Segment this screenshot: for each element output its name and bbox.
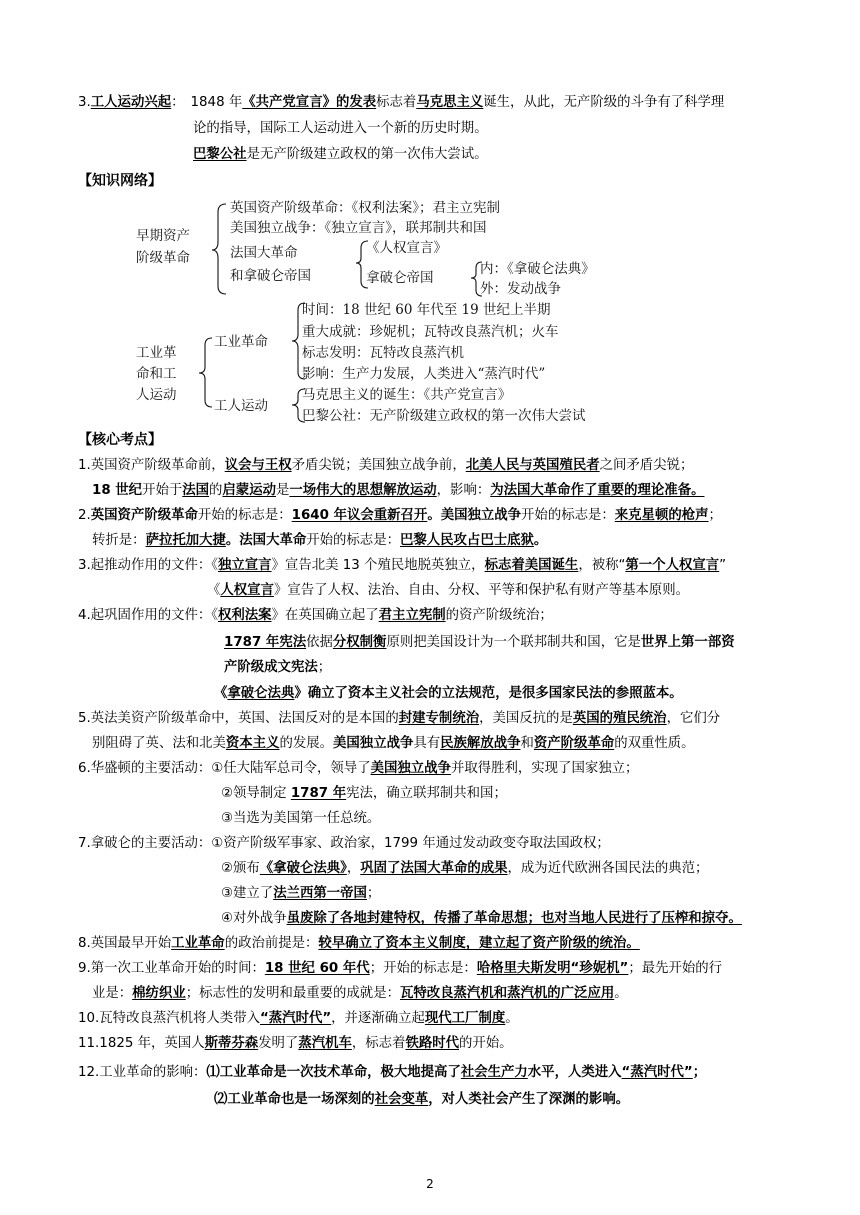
point-10: 10.瓦特改良蒸汽机将人类带入“蒸汽时代”，并逐渐确立起现代工厂制度。 bbox=[78, 1011, 519, 1026]
industrial-label-1: 工业革 bbox=[136, 345, 177, 361]
workers-movement-label: 工人运动 bbox=[214, 398, 268, 414]
point-7-line-1: 7.拿破仑的主要活动：①资产阶级军事家、政治家，1799 年通过发动政变夺取法国政权； bbox=[78, 836, 610, 851]
point-3-line-2: 《人权宣言》宣告了人权、法治、自由、分权、平等和保护私有财产等基本原则。 bbox=[207, 583, 690, 598]
ir-row-2: 重大成就：珍妮机；瓦特改良蒸汽机；火车 bbox=[302, 324, 559, 340]
point-1-line-1: 1.英国资产阶级革命前，议会与王权矛盾尖锐；美国独立战争前，北美人民与英国殖民者之间矛盾尖锐； bbox=[78, 458, 694, 473]
point-7-line-4: ④对外战争虽废除了各地封建特权，传播了革命思想；也对当地人民进行了压榨和掠夺。 bbox=[221, 911, 742, 926]
point-5-line-2: 别阻碍了英、法和北美资本主义的发展。美国独立战争具有民族解放战争和资产阶级革命的双重性质。 bbox=[92, 736, 695, 751]
point-12-line-1: 12.工业革命的影响：⑴工业革命是一次技术革命，极大地提高了社会生产力水平，人类进入“蒸汽时代”； bbox=[78, 1065, 707, 1080]
napoleon-brace bbox=[471, 262, 482, 296]
core-points-header: 【核心考点】 bbox=[78, 432, 162, 448]
point-8: 8.英国最早开始工业革命的政治前提是：较早确立了资本主义制度，建立起了资产阶级的统治。 bbox=[78, 936, 640, 951]
wm-brace bbox=[292, 389, 305, 422]
ir-row-4: 影响：生产力发展，人类进入“蒸汽时代” bbox=[302, 366, 546, 382]
early-label-1: 早期资产 bbox=[136, 228, 190, 244]
point-7-line-2: ②颁布《拿破仑法典》，巩固了法国大革命的成果，成为近代欧洲各国民法的典范； bbox=[221, 861, 709, 876]
point-5-line-1: 5.英法美资产阶级革命中，英国、法国反对的是本国的封建专制统治，美国反抗的是英国的殖民统治，它们分 bbox=[78, 711, 721, 726]
industrial-label-3: 人运动 bbox=[136, 387, 177, 403]
early-row-3b: 和拿破仑帝国 bbox=[230, 268, 311, 284]
section3-line2: 论的指导，国际工人运动进入一个新的历史时期。 bbox=[193, 121, 488, 136]
point-9-line-2: 业是：棉纺织业；标志性的发明和最重要的成就是：瓦特改良蒸汽机和蒸汽机的广泛应用。 bbox=[92, 986, 628, 1001]
page-number: 2 bbox=[426, 1177, 434, 1191]
early-row-3c: 《人权宣言》 bbox=[366, 240, 447, 256]
wm-row-2: 巴黎公社：无产阶级建立政权的第一次伟大尝试 bbox=[302, 408, 586, 424]
knowledge-network-header: 【知识网络】 bbox=[78, 173, 162, 189]
point-12-line-2: ⑵工业革命也是一场深刻的社会变革，对人类社会产生了深渊的影响。 bbox=[214, 1092, 630, 1107]
point-4-line-1: 4.起巩固作用的文件：《权利法案》在英国确立起了君主立宪制的资产阶级统治； bbox=[78, 608, 553, 623]
point-2-line-2: 转折是：萨拉托加大捷。法国大革命开始的标志是：巴黎人民攻占巴士底狱。 bbox=[92, 533, 548, 548]
early-row-3f: 外：发动战争 bbox=[480, 281, 561, 297]
ir-brace bbox=[292, 303, 305, 379]
point-1-line-2: 18 世纪开始于法国的启蒙运动是一场伟大的思想解放运动，影响：为法国大革命作了重要的理论准备。 bbox=[92, 483, 705, 498]
point-2-line-1: 2.英国资产阶级革命开始的标志是：1640 年议会重新召开。美国独立战争开始的标志是：来克星顿的枪声； bbox=[78, 508, 722, 523]
ir-row-3: 标志发明：瓦特改良蒸汽机 bbox=[302, 345, 464, 361]
industrial-label-2: 命和工 bbox=[136, 366, 177, 382]
ir-row-1: 时间：18 世纪 60 年代至 19 世纪上半期 bbox=[302, 302, 551, 318]
early-row-2: 美国独立战争：《独立宣言》，联邦制共和国 bbox=[230, 220, 487, 236]
wm-row-1: 马克思主义的诞生：《共产党宣言》 bbox=[302, 387, 512, 403]
point-4-line-3: 产阶级成文宪法； bbox=[224, 660, 332, 675]
early-row-3d: 拿破仑帝国 bbox=[366, 270, 434, 286]
point-6-line-3: ③当选为美国第一任总统。 bbox=[221, 811, 381, 826]
point-6-line-2: ②领导制定 1787 年宪法，确立联邦制共和国； bbox=[221, 786, 507, 801]
point-6-line-1: 6.华盛顿的主要活动：①任大陆军总司令，领导了美国独立战争并取得胜利，实现了国家独立； bbox=[78, 761, 639, 776]
point-4-line-2: 1787 年宪法依据分权制衡原则把美国设计为一个联邦制共和国，它是世界上第一部资 bbox=[224, 635, 735, 650]
early-label-2: 阶级革命 bbox=[136, 250, 190, 266]
point-9-line-1: 9.第一次工业革命开始的时间：18 世纪 60 年代；开始的标志是：哈格里夫斯发明“珍妮机”；最先开始的行 bbox=[78, 961, 723, 976]
point-4-line-4: 《拿破仑法典》确立了资本主义社会的立法规范，是很多国家民法的参照蓝本。 bbox=[214, 686, 683, 701]
industrial-brace bbox=[199, 338, 212, 407]
industrial-revolution-label: 工业革命 bbox=[214, 334, 268, 350]
point-7-line-3: ③建立了法兰西第一帝国； bbox=[221, 886, 381, 901]
point-11: 11.1825 年，英国人斯蒂芬森发明了蒸汽机车，标志着铁路时代的开始。 bbox=[78, 1036, 513, 1051]
early-row-3a: 法国大革命 bbox=[230, 245, 298, 261]
early-row-3e: 内：《拿破仑法典》 bbox=[480, 261, 595, 277]
early-brace bbox=[212, 204, 226, 294]
section3-line1: 3.工人运动兴起： 1848 年《共产党宣言》的发表标志着马克思主义诞生，从此，无产阶级的斗争有了科学理 bbox=[78, 95, 725, 110]
france-brace bbox=[356, 241, 368, 288]
knowledge-network-diagram bbox=[0, 0, 860, 440]
early-row-1: 英国资产阶级革命：《权利法案》；君主立宪制 bbox=[230, 200, 500, 216]
point-3-line-1: 3.起推动作用的文件：《独立宣言》宣告北美 13 个殖民地脱英独立，标志着美国诞生，被称“第一个人权宣言” bbox=[78, 558, 727, 573]
section3-line3: 巴黎公社是无产阶级建立政权的第一次伟大尝试。 bbox=[193, 147, 488, 162]
